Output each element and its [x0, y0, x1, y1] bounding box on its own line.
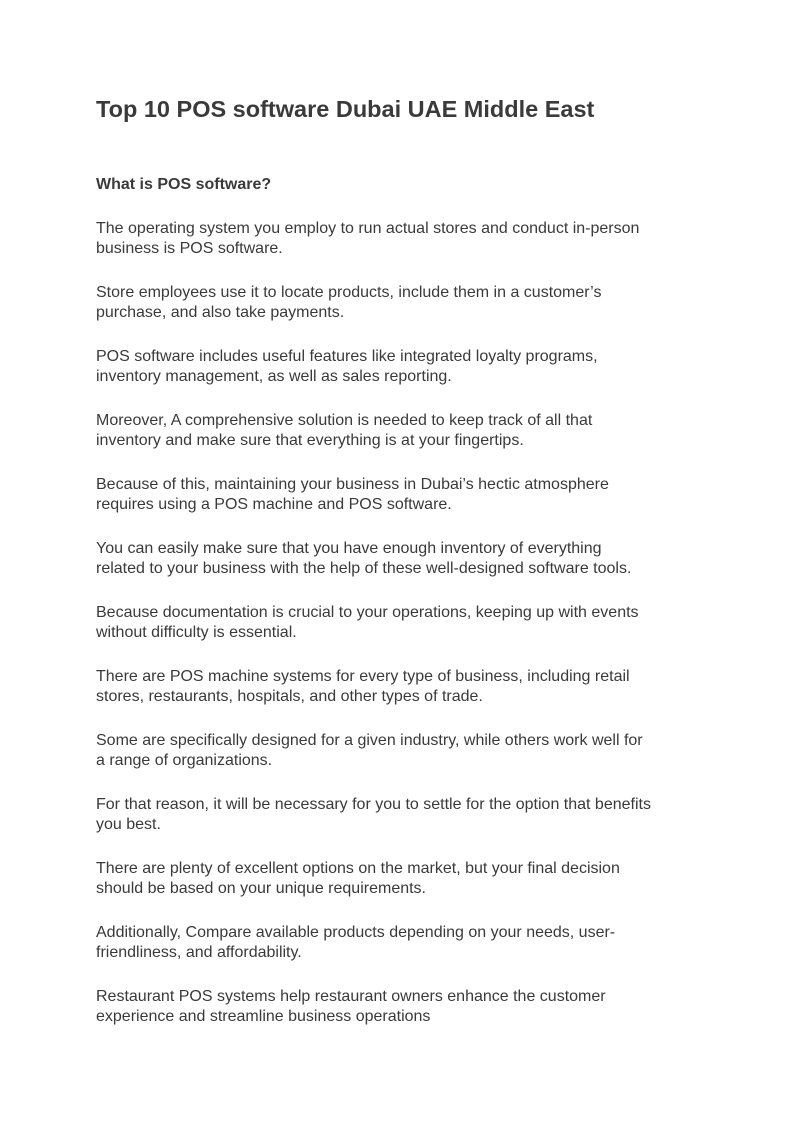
- paragraph-line: The operating system you employ to run actual stores and conduct in-person: [96, 220, 640, 237]
- paragraph-line: inventory management, as well as sales reporting.: [96, 368, 452, 385]
- paragraph-line: You can easily make sure that you have enough inventory of everything: [96, 540, 602, 557]
- paragraph-7: [96, 603, 706, 643]
- paragraph-line: without difficulty is essential.: [96, 624, 297, 641]
- paragraph-3: [96, 347, 706, 387]
- paragraph-11: [96, 859, 706, 899]
- section-heading: What is POS software?: [96, 176, 272, 193]
- paragraph-line: Moreover, A comprehensive solution is needed to keep track of all that: [96, 412, 593, 429]
- paragraph-line: There are plenty of excellent options on the market, but your final decision: [96, 860, 620, 877]
- paragraph-line: Store employees use it to locate products, include them in a customer’s: [96, 284, 602, 301]
- paragraph-line: POS software includes useful features like integrated loyalty programs,: [96, 348, 598, 365]
- paragraph-line: related to your business with the help of these well-designed software tools.: [96, 560, 632, 577]
- paragraph-2: [96, 283, 706, 323]
- paragraph-9: [96, 731, 706, 771]
- paragraph-line: stores, restaurants, hospitals, and other types of trade.: [96, 688, 483, 705]
- paragraph-5: [96, 475, 706, 515]
- paragraph-line: Some are specifically designed for a given industry, while others work well for: [96, 732, 643, 749]
- paragraph-line: Restaurant POS systems help restaurant owners enhance the customer: [96, 988, 606, 1005]
- paragraph-line: There are POS machine systems for every type of business, including retail: [96, 668, 630, 685]
- paragraph-line: should be based on your unique requirements.: [96, 880, 426, 897]
- paragraph-1: [96, 219, 706, 259]
- paragraph-12: [96, 923, 706, 963]
- paragraph-line: you best.: [96, 816, 161, 833]
- paragraph-line: friendliness, and affordability.: [96, 944, 302, 961]
- paragraph-8: [96, 667, 706, 707]
- paragraph-line: Additionally, Compare available products depending on your needs, user-: [96, 924, 616, 941]
- paragraph-10: [96, 795, 706, 835]
- paragraph-line: For that reason, it will be necessary for you to settle for the option that benefits: [96, 796, 651, 813]
- paragraph-line: inventory and make sure that everything is at your fingertips.: [96, 432, 524, 449]
- paragraph-13: [96, 987, 706, 1027]
- paragraph-line: a range of organizations.: [96, 752, 273, 769]
- paragraph-4: [96, 411, 706, 451]
- paragraph-line: experience and streamline business operations: [96, 1008, 431, 1025]
- paragraph-line: business is POS software.: [96, 240, 283, 257]
- paragraph-6: [96, 539, 706, 579]
- paragraph-line: Because documentation is crucial to your operations, keeping up with events: [96, 604, 639, 621]
- paragraph-line: requires using a POS machine and POS software.: [96, 496, 452, 513]
- paragraph-line: Because of this, maintaining your business in Dubai’s hectic atmosphere: [96, 476, 609, 493]
- page-title: Top 10 POS software Dubai UAE Middle East: [96, 96, 595, 122]
- paragraph-line: purchase, and also take payments.: [96, 304, 345, 321]
